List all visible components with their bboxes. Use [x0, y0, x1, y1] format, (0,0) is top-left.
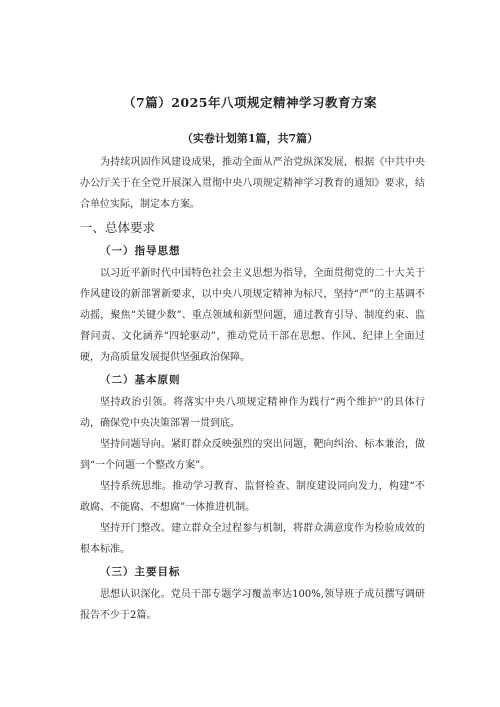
paragraph-open-rectification: 坚持开门整改。建立群众全过程参与机制，将群众满意度作为检验成效的根本标准。 [80, 523, 425, 555]
document-body [80, 152, 425, 626]
subheading-guiding-ideology: （一）指导思想 [100, 245, 181, 257]
paragraph-ideological-awareness: 思想认识深化。党员干部专题学习覆盖率达100%,领导班子成员撰写调研报告不少于2篇。 [80, 589, 425, 621]
subheading-basic-principles: （二）基本原则 [100, 374, 181, 386]
paragraph-political-leadership: 坚持政治引领。将落实中央八项规定精神作为践行“两个维护''的具体行动，确保党中央决策部署一贯到底。 [80, 397, 425, 429]
document-subtitle: （实卷计划第1篇，共7篇） [181, 132, 319, 145]
paragraph-guiding-ideology: 以习近平新时代中国特色社会主义思想为指导，全面贯彻党的二十大关于作风建设的新部署新要求，以中央八项规定精神为标尺，坚持“严”的主基调不动摇，聚焦“关键少数”、重点领域和新型问题，通过教育引导、制度约束、监督问责、文化涵养“四轮驱动”，推动党员干部在思想、作风、纪律上全面过硬，为高质量发展提供坚强政治保障。 [80, 268, 425, 363]
paragraph-systematic-thinking: 坚持系统思维。推动学习教育、监督检查、制度建设同向发力，构建“不敢腐、不能腐、不想腐”一体推进机制。 [80, 481, 425, 513]
subheading-main-goals: （三）主要目标 [100, 566, 181, 578]
section-heading-general-requirements: 一、总体要求 [80, 220, 156, 235]
paragraph-problem-orientation: 坚持问题导向。紧盯群众反映强烈的突出问题，靶向纠治、标本兼治，做到“一个问题一个整改方案”。 [80, 439, 425, 471]
intro-paragraph: 为持续巩固作风建设成果，推动全面从严治党纵深发展，根据《中共中央办公厅关于在全党开展深入贯彻中央八项规定精神学习教育的通知》要求，结合单位实际，制定本方案。 [80, 157, 425, 210]
document-title: （7篇）2025年八项规定精神学习教育方案 [123, 95, 377, 110]
